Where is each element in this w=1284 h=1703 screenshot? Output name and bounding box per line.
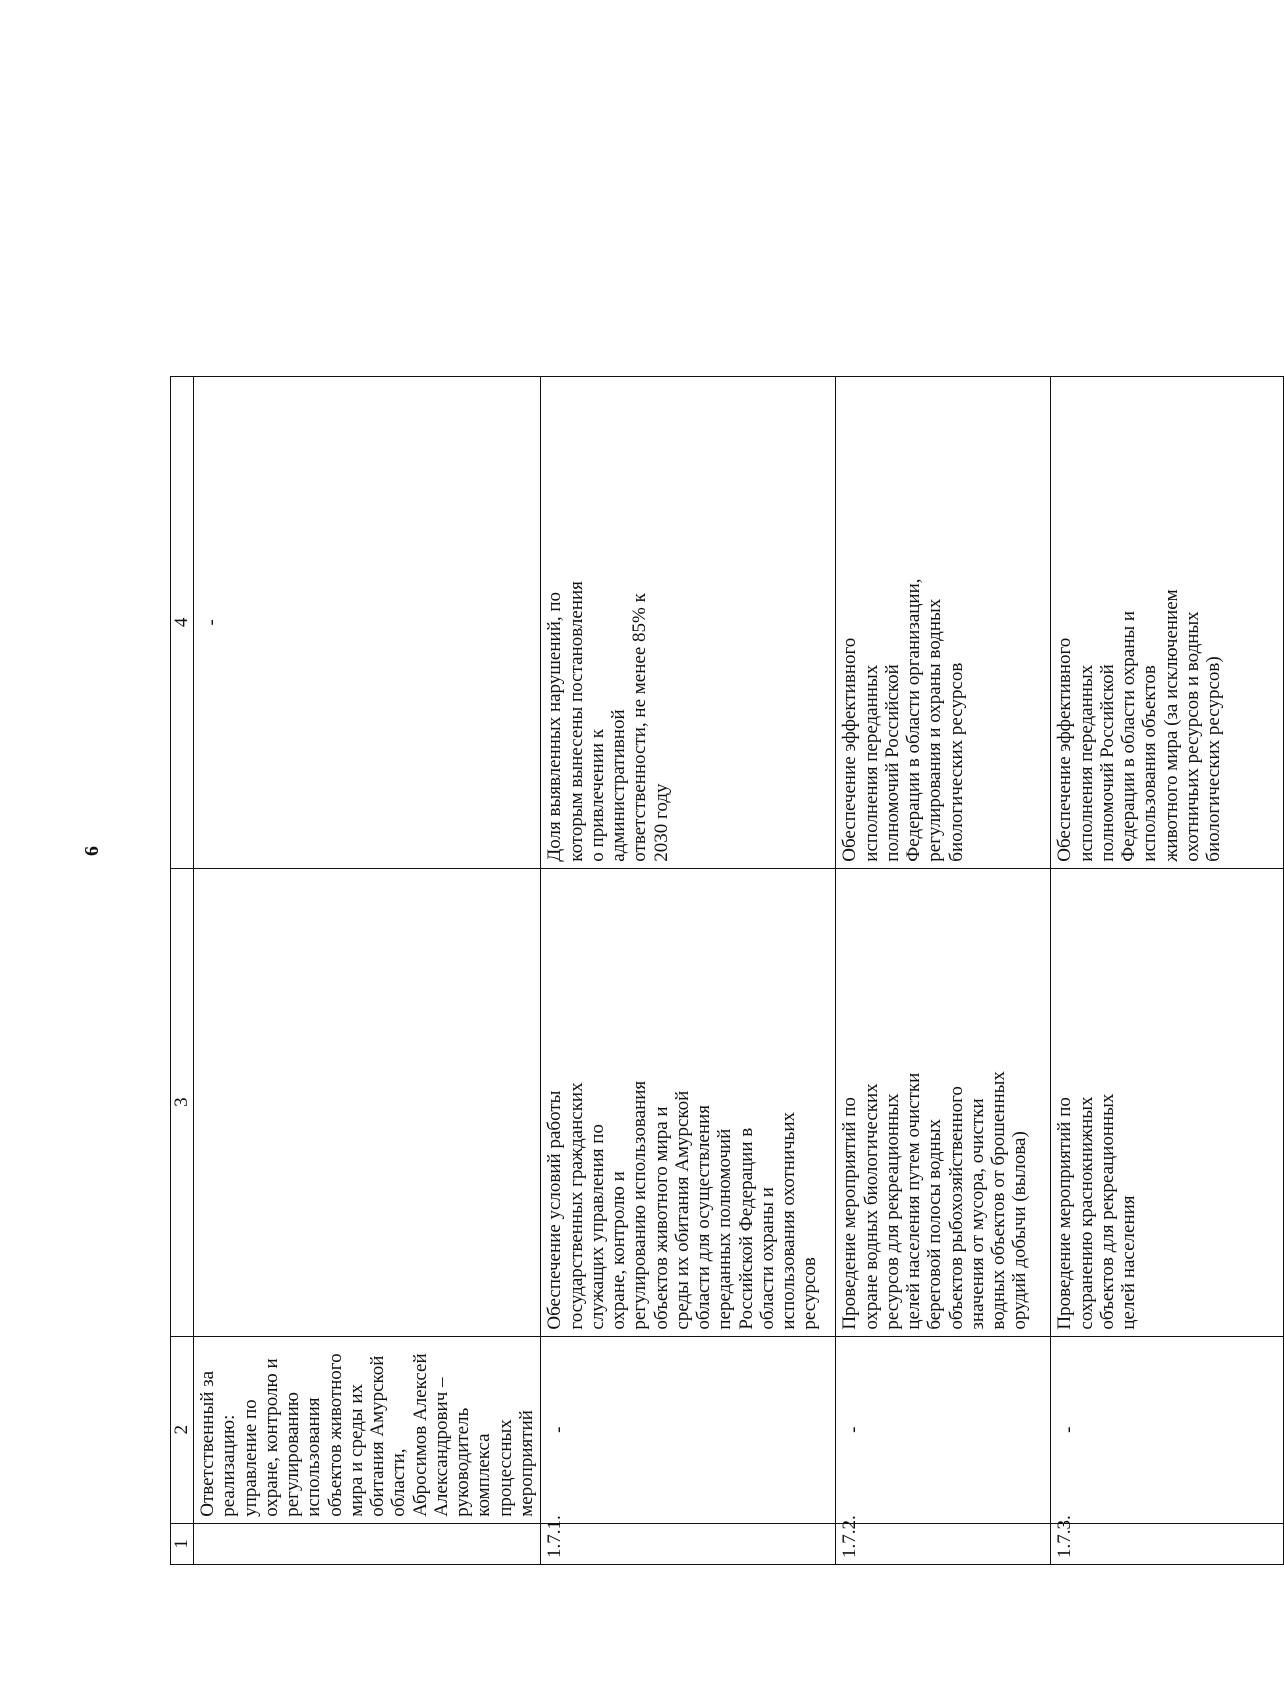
text-line: биологических ресурсов	[945, 662, 967, 862]
responsible-row	[194, 55, 541, 1565]
text-line: объектов для рекреационных	[1096, 1093, 1118, 1330]
text-line: Федерации в области охраны и	[1118, 610, 1140, 862]
text-line: служащих управления по	[586, 1124, 608, 1330]
column-header-row	[171, 55, 194, 1565]
text-line: мероприятий	[515, 1410, 537, 1517]
text-line: сохранению краснокнижных	[1075, 1096, 1097, 1330]
rotated-table-wrapper	[170, 54, 1225, 1565]
text-line: переданных полномочий	[714, 1128, 736, 1330]
row-col3	[1051, 868, 1284, 1336]
row-col3-text	[544, 875, 820, 1330]
page-number: 6	[81, 846, 103, 856]
text-line: полномочий Российской	[881, 664, 903, 862]
text-line: регулированию использования объектов животного мира и среды их	[282, 1353, 367, 1517]
dash-mark: -	[201, 619, 222, 626]
text-line: объектов рыбохозяйственного	[945, 1086, 967, 1330]
text-line: о привлечении к	[586, 728, 608, 862]
responsible-text-cell	[194, 1336, 541, 1523]
text-line: Ответственный за реализацию: управление по охране, контролю и	[197, 1358, 282, 1517]
row-col2	[541, 1336, 836, 1523]
text-line: Российской Федерации в	[735, 1127, 757, 1330]
text-line: которым вынесены постановления	[565, 581, 587, 862]
text-line: регулирования и охраны водных	[924, 598, 946, 862]
text-line: орудий добычи (вылова)	[1009, 1131, 1031, 1330]
row-col4	[541, 377, 836, 869]
text-line: использования объектов	[1139, 665, 1161, 862]
responsible-text	[197, 1343, 537, 1517]
text-line: Проведение мероприятий по	[1054, 1097, 1076, 1330]
text-line: целей населения путем очистки	[903, 1072, 925, 1330]
text-line: ресурсов для рекреационных	[881, 1093, 903, 1330]
dash-mark: -	[843, 1426, 865, 1433]
responsible-number-cell	[194, 1523, 541, 1564]
table-row	[541, 55, 836, 1565]
text-line: Проведение мероприятий по	[839, 1097, 861, 1330]
text-line: водных объектов от брошенных	[988, 1071, 1010, 1330]
column-header-1: 1	[171, 1523, 194, 1564]
text-line: целей населения	[1118, 1195, 1140, 1330]
row-col4	[1051, 377, 1284, 869]
table-row	[836, 55, 1051, 1565]
text-line: государственных гражданских	[565, 1082, 587, 1330]
row-col4-text	[839, 383, 967, 862]
row-number: 1.7.2.	[836, 1523, 1051, 1564]
row-col4-text	[544, 383, 672, 862]
responsible-col4-cell	[194, 377, 541, 869]
text-line: обитания Амурской области,	[367, 1355, 410, 1517]
dash-mark: -	[548, 1426, 570, 1433]
text-line: области для осуществления	[693, 1105, 715, 1330]
table-row	[1051, 55, 1284, 1565]
text-line: значения от мусора, очистки	[966, 1098, 988, 1330]
text-line: объектов животного мира и	[650, 1106, 672, 1330]
text-line: использования охотничьих	[778, 1111, 800, 1330]
text-line: исполнения переданных	[860, 664, 882, 862]
text-line: Доля выявленных нарушений, по	[544, 591, 566, 862]
text-line: животного мира (за исключением	[1160, 589, 1182, 862]
row-col3	[836, 868, 1051, 1336]
text-line: ответственности, не менее 85% к	[629, 593, 651, 862]
row-col4-text	[1054, 383, 1224, 862]
text-line: береговой полосы водных	[924, 1119, 946, 1330]
text-line: Обеспечение эффективного	[839, 637, 861, 862]
text-line: административной	[608, 709, 630, 862]
text-line: Обеспечение условий работы	[544, 1090, 566, 1330]
dash-mark: -	[1058, 1426, 1080, 1433]
row-col4	[836, 377, 1051, 869]
text-line: охране, контролю и	[608, 1171, 630, 1330]
row-number: 1.7.1.	[541, 1523, 836, 1564]
text-line: регулированию использования	[629, 1080, 651, 1330]
row-col2	[836, 1336, 1051, 1523]
text-line: среды их обитания Амурской	[671, 1090, 693, 1330]
measures-table	[170, 54, 1284, 1565]
text-line: ресурсов	[799, 1257, 821, 1330]
row-col3-text	[1054, 875, 1139, 1330]
column-header-4: 4	[171, 377, 194, 869]
column-header-3: 3	[171, 868, 194, 1336]
row-col3	[541, 868, 836, 1336]
text-line: Федерации в области организации,	[903, 578, 925, 862]
text-line: исполнения переданных	[1075, 664, 1097, 862]
text-line: охране водных биологических	[860, 1083, 882, 1330]
text-line: 2030 году	[650, 783, 672, 862]
row-number: 1.7.3.	[1051, 1523, 1284, 1564]
text-line: биологических ресурсов)	[1203, 656, 1225, 862]
text-line: охотничьих ресурсов и водных	[1181, 611, 1203, 862]
row-col2	[1051, 1336, 1284, 1523]
responsible-col3-cell	[194, 868, 541, 1336]
column-header-2: 2	[171, 1336, 194, 1523]
text-line: полномочий Российской	[1096, 664, 1118, 862]
text-line: области охраны и	[756, 1187, 778, 1330]
text-line: Обеспечение эффективного	[1054, 637, 1076, 862]
text-line: Абросимов Алексей Александрович – руководитель комплекса процессных	[409, 1353, 516, 1517]
row-col3-text	[839, 875, 1030, 1330]
